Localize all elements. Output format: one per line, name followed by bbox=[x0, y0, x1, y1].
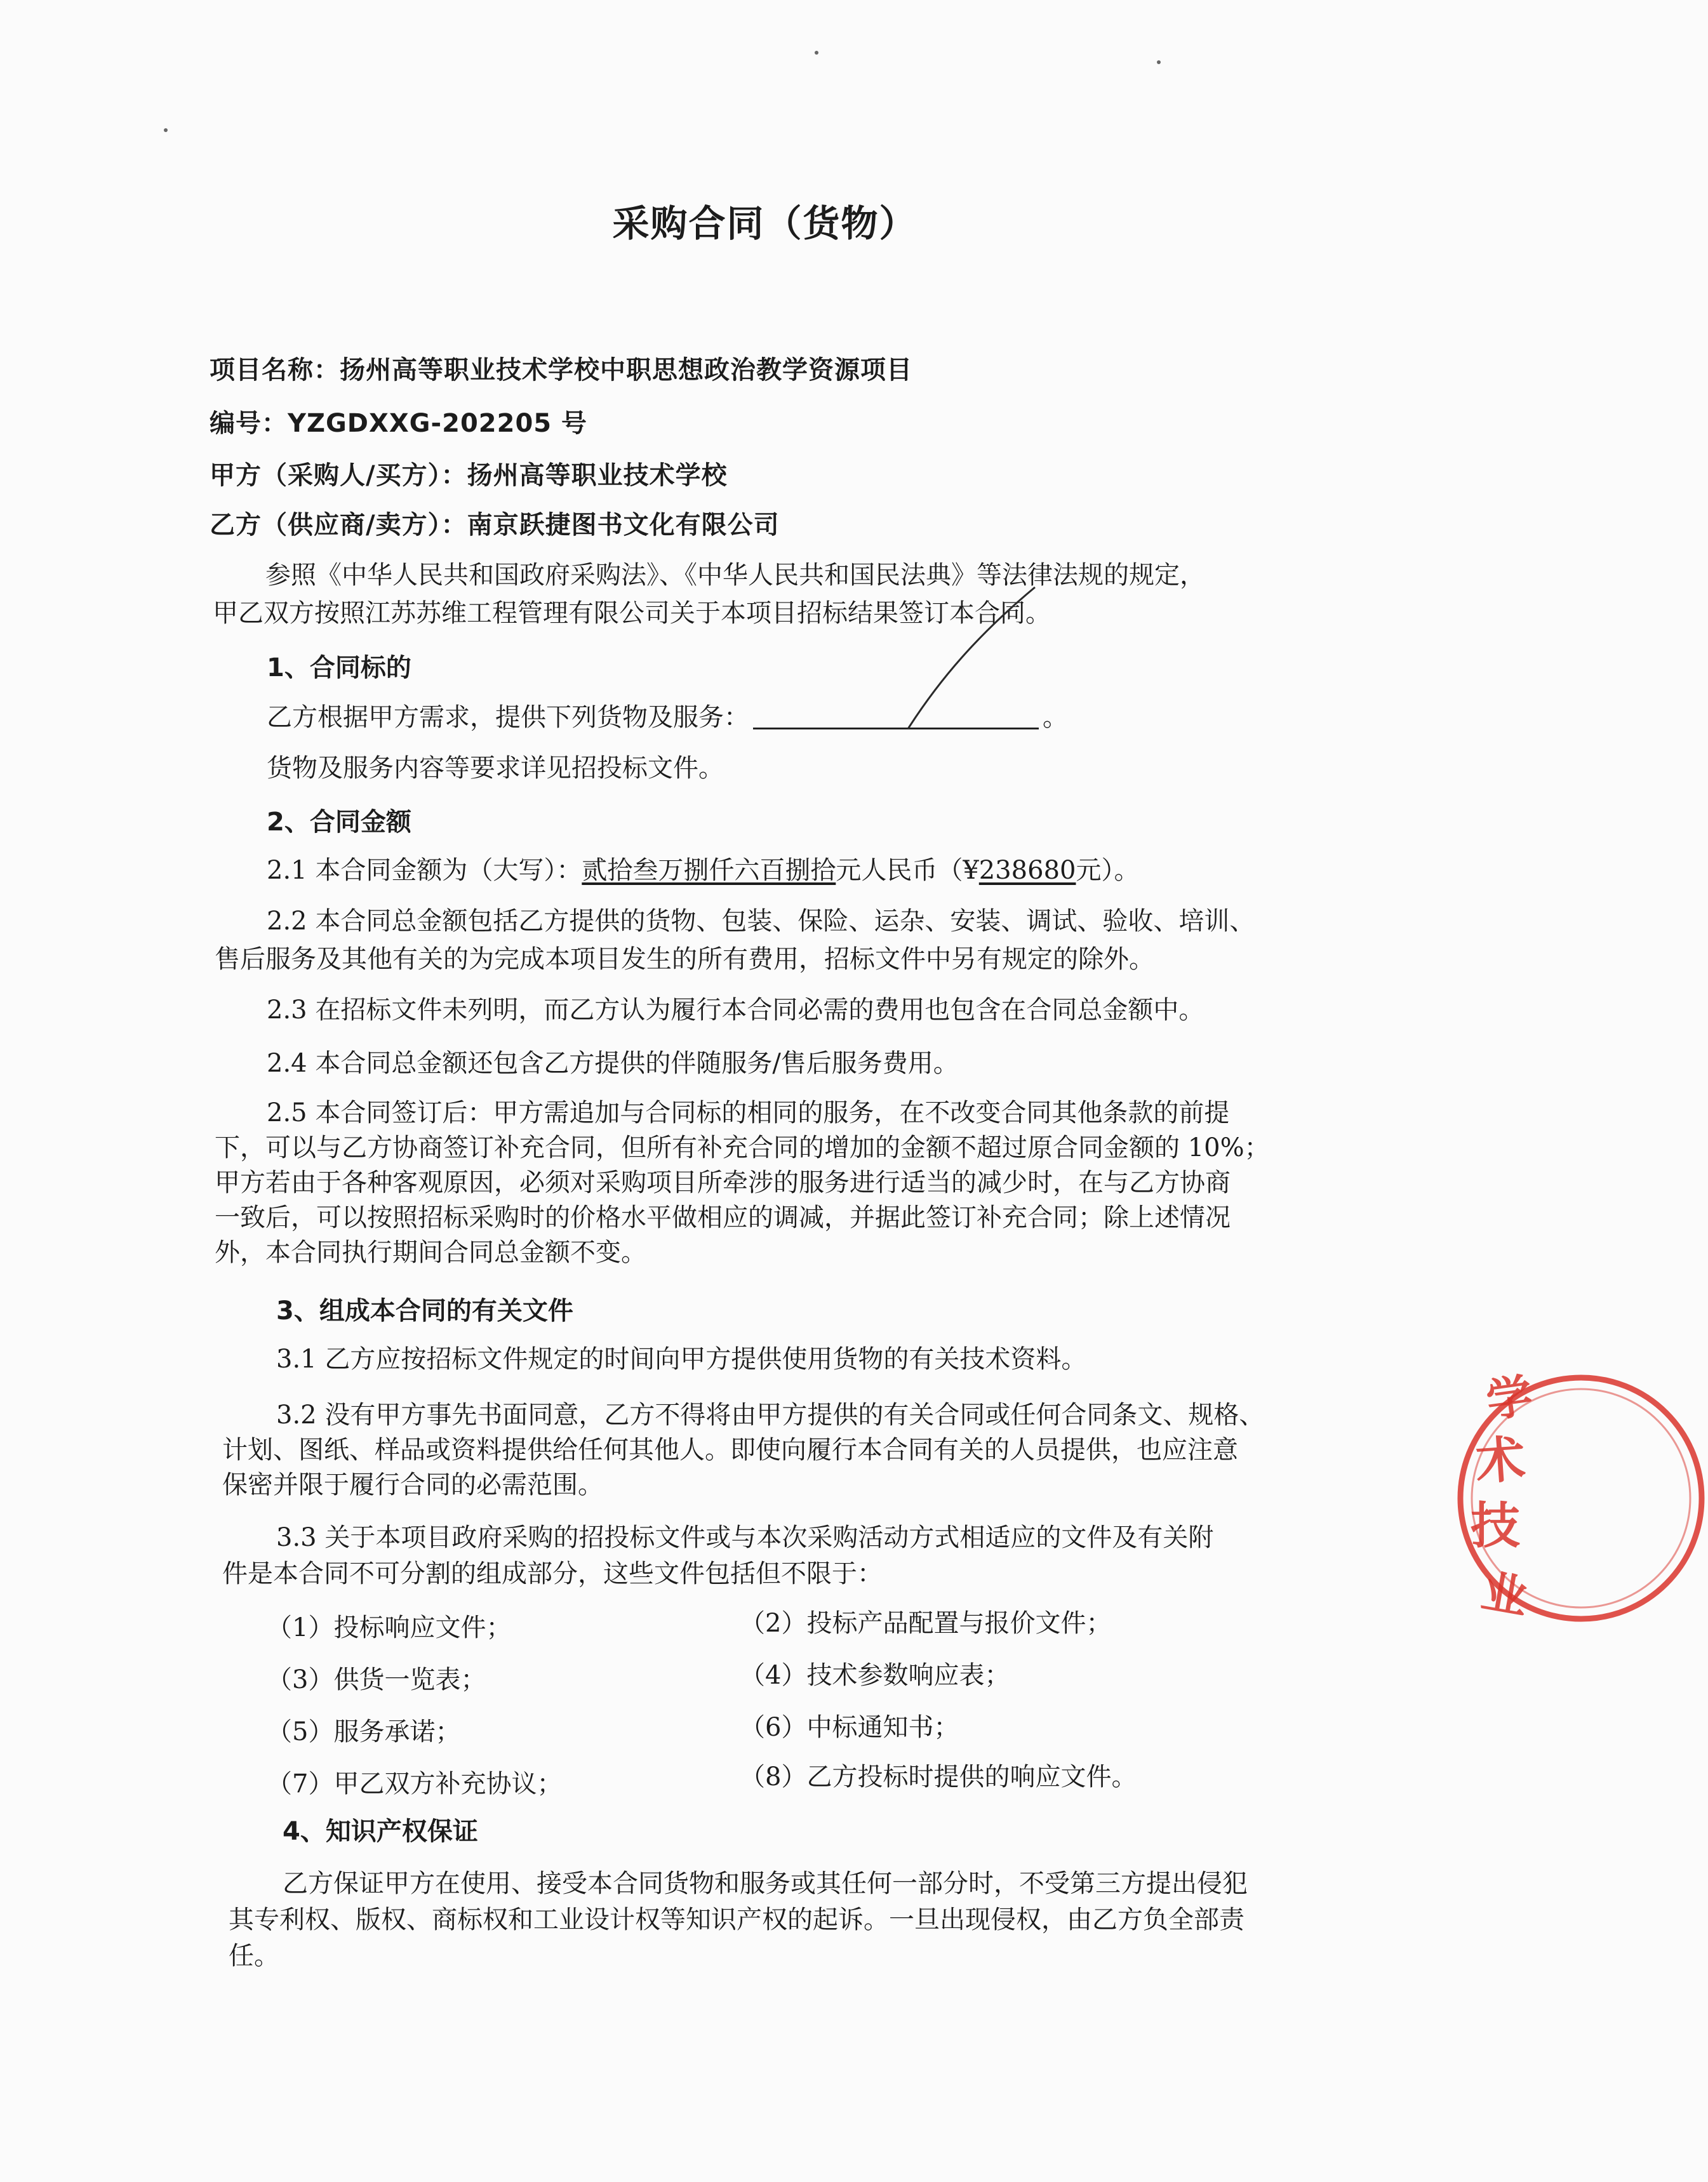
clause-2-2-line-1: 2.2 本合同总金额包括乙方提供的货物、包装、保险、运杂、安装、调试、验收、培训、 bbox=[267, 907, 1255, 936]
intro-line-2: 甲乙双方按照江苏苏维工程管理有限公司关于本项目招标结果签订本合同。 bbox=[213, 599, 1051, 628]
svg-text:学: 学 bbox=[1483, 1368, 1536, 1428]
amount-in-figures: 238680 bbox=[978, 856, 1076, 885]
svg-text:技: 技 bbox=[1471, 1498, 1521, 1555]
section-3-heading: 3、组成本合同的有关文件 bbox=[276, 1296, 573, 1326]
clause-3-2-line-2: 计划、图纸、样品或资料提供给任何其他人。即使向履行本合同有关的人员提供，也应注意 bbox=[222, 1435, 1238, 1465]
document-list-item: （6）中标通知书； bbox=[740, 1713, 959, 1742]
clause-2-1 bbox=[267, 853, 1139, 888]
section-2-heading: 2、合同金额 bbox=[267, 808, 411, 837]
cancel-stroke bbox=[889, 584, 1041, 736]
clause-2-4: 2.4 本合同总金额还包含乙方提供的伴随服务/售后服务费用。 bbox=[267, 1049, 959, 1078]
document-title: 采购合同（货物） bbox=[612, 202, 917, 245]
clause-2-5-line-5: 外，本合同执行期间合同总金额不变。 bbox=[215, 1238, 646, 1267]
section-1-line-2: 货物及服务内容等要求详见招投标文件。 bbox=[267, 754, 724, 783]
clause-3-1: 3.1 乙方应按招标文件规定的时间向甲方提供使用货物的有关技术资料。 bbox=[276, 1345, 1087, 1374]
section-4-heading: 4、知识产权保证 bbox=[283, 1817, 478, 1846]
clause-2-5-line-1: 2.5 本合同签订后：甲方需追加与合同标的相同的服务，在不改变合同其他条款的前提 bbox=[267, 1098, 1230, 1128]
document-list-item: （3）供货一览表； bbox=[267, 1665, 486, 1694]
project-name-line bbox=[210, 353, 912, 387]
project-name-label: 项目名称： bbox=[210, 356, 340, 385]
party-b-label: 乙方（供应商/卖方）： bbox=[210, 510, 467, 540]
contract-number-line bbox=[210, 406, 587, 441]
scan-speck bbox=[1157, 60, 1161, 64]
clause-2-5-line-3: 甲方若由于各种客观原因，必须对采购项目所牵涉的服务进行适当的减少时，在与乙方协商 bbox=[215, 1168, 1231, 1197]
section-4-line-1: 乙方保证甲方在使用、接受本合同货物和服务或其任何一部分时，不受第三方提出侵犯 bbox=[283, 1869, 1248, 1898]
document-list-item: （5）服务承诺； bbox=[267, 1717, 461, 1746]
document-list-item: （8）乙方投标时提供的响应文件。 bbox=[740, 1762, 1137, 1792]
party-b-value: 南京跃捷图书文化有限公司 bbox=[467, 510, 780, 540]
project-name-value: 扬州高等职业技术学校中职思想政治教学资源项目 bbox=[340, 356, 912, 385]
clause-2-1-suffix: 元）。 bbox=[1076, 856, 1140, 885]
clause-2-5-line-2: 下，可以与乙方协商签订补充合同，但所有补充合同的增加的金额不超过原合同金额的 10%； bbox=[215, 1133, 1270, 1162]
clause-2-1-prefix: 2.1 本合同金额为（大写）： bbox=[267, 856, 582, 885]
clause-3-2-line-1: 3.2 没有甲方事先书面同意，乙方不得将由甲方提供的有关合同或任何合同条文、规格、 bbox=[276, 1400, 1265, 1430]
party-a-value: 扬州高等职业技术学校 bbox=[467, 461, 728, 490]
section-4-line-2: 其专利权、版权、商标权和工业设计权等知识产权的起诉。一旦出现侵权，由乙方负全部责 bbox=[229, 1905, 1244, 1934]
section-1-line-1-end: 。 bbox=[1043, 703, 1068, 732]
clause-2-2-line-2: 售后服务及其他有关的为完成本项目发生的所有费用，招标文件中另有规定的除外。 bbox=[215, 945, 1154, 974]
official-seal bbox=[1454, 1368, 1708, 1625]
document-list-item: （2）投标产品配置与报价文件； bbox=[740, 1609, 1112, 1638]
clause-3-2-line-3: 保密并限于履行合同的必需范围。 bbox=[222, 1470, 603, 1500]
clause-2-1-mid: 元人民币（¥ bbox=[836, 856, 979, 885]
document-list-item: （1）投标响应文件； bbox=[267, 1613, 512, 1642]
svg-text:业: 业 bbox=[1478, 1564, 1532, 1625]
clause-3-3-line-1: 3.3 关于本项目政府采购的招投标文件或与本次采购活动方式相适应的文件及有关附 bbox=[276, 1523, 1214, 1552]
clause-3-3-line-2: 件是本合同不可分割的组成部分，这些文件包括但不限于： bbox=[222, 1559, 883, 1588]
section-1-heading: 1、合同标的 bbox=[267, 653, 411, 682]
intro-line-1: 参照《中华人民共和国政府采购法》、《中华人民共和国民法典》等法律法规的规定， bbox=[265, 561, 1205, 590]
section-4-line-3: 任。 bbox=[229, 1941, 279, 1971]
document-list-item: （4）技术参数响应表； bbox=[740, 1661, 1010, 1690]
scan-speck bbox=[164, 128, 168, 132]
section-1-line-1-text: 乙方根据甲方需求，提供下列货物及服务： bbox=[267, 703, 749, 732]
contract-number-label: 编号： bbox=[210, 409, 288, 438]
party-b-line bbox=[210, 508, 780, 542]
svg-text:术: 术 bbox=[1474, 1430, 1528, 1491]
clause-2-3: 2.3 在招标文件未列明，而乙方认为履行本合同必需的费用也包含在合同总金额中。 bbox=[267, 995, 1204, 1025]
document-list-item: （7）甲乙双方补充协议； bbox=[267, 1769, 563, 1799]
party-a-label: 甲方（采购人/买方）： bbox=[210, 461, 467, 490]
amount-in-words: 贰拾叁万捌仟六百捌拾 bbox=[582, 856, 836, 885]
party-a-line bbox=[210, 458, 728, 493]
scan-speck bbox=[815, 51, 818, 55]
contract-number-value: YZGDXXG-202205 号 bbox=[288, 409, 588, 438]
clause-2-5-line-4: 一致后，可以按照招标采购时的价格水平做相应的调减，并据此签订补充合同；除上述情况 bbox=[215, 1203, 1231, 1232]
